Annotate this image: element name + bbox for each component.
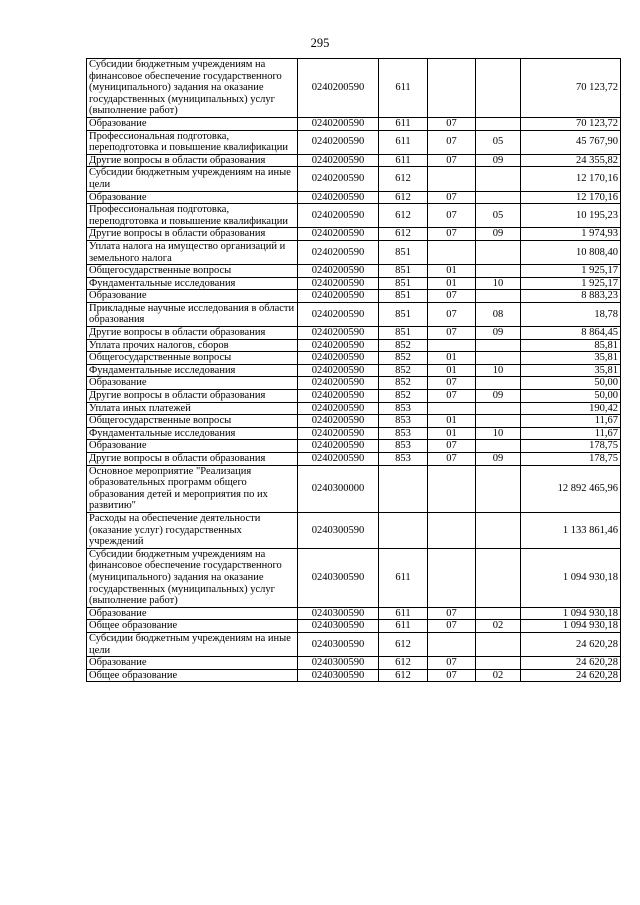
expense-name-cell: Образование	[87, 657, 298, 670]
amount-cell: 1 094 930,18	[521, 620, 621, 633]
expense-name-cell: Другие вопросы в области образования	[87, 327, 298, 340]
table-row	[87, 352, 621, 365]
expense-type-cell: 611	[379, 548, 428, 607]
section-cell: 01	[428, 415, 476, 428]
expense-type-cell: 851	[379, 290, 428, 303]
subsection-cell: 05	[476, 204, 521, 228]
target-article-cell: 0240200590	[298, 240, 379, 264]
expense-name-cell: Расходы на обеспечение деятельности (оказание услуг) государственных учреждений	[87, 512, 298, 548]
section-cell: 07	[428, 453, 476, 466]
target-article-cell: 0240200590	[298, 453, 379, 466]
expense-type-cell: 852	[379, 352, 428, 365]
expense-type-cell: 612	[379, 191, 428, 204]
section-cell: 07	[428, 377, 476, 390]
target-article-cell: 0240200590	[298, 154, 379, 167]
section-cell: 07	[428, 290, 476, 303]
amount-cell: 35,81	[521, 352, 621, 365]
subsection-cell: 09	[476, 453, 521, 466]
expense-type-cell: 612	[379, 167, 428, 191]
expense-type-cell: 852	[379, 377, 428, 390]
expense-name-cell: Субсидии бюджетным учреждениям на иные цели	[87, 167, 298, 191]
section-cell: 07	[428, 130, 476, 154]
expense-name-cell: Фундаментальные исследования	[87, 364, 298, 377]
subsection-cell	[476, 657, 521, 670]
amount-cell: 50,00	[521, 390, 621, 403]
target-article-cell: 0240200590	[298, 339, 379, 352]
expense-name-cell: Другие вопросы в области образования	[87, 390, 298, 403]
subsection-cell: 02	[476, 669, 521, 682]
expense-name-cell: Субсидии бюджетным учреждениям на финансовое обеспечение государственного (муниципального) задания на оказание государственных (муниципальных) услуг (выполнение работ)	[87, 59, 298, 118]
amount-cell: 11,67	[521, 427, 621, 440]
expense-type-cell: 853	[379, 453, 428, 466]
target-article-cell: 0240200590	[298, 415, 379, 428]
subsection-cell	[476, 632, 521, 656]
table-row	[87, 453, 621, 466]
subsection-cell: 09	[476, 228, 521, 241]
expense-type-cell	[379, 465, 428, 512]
table-row	[87, 427, 621, 440]
subsection-cell	[476, 290, 521, 303]
expense-type-cell	[379, 512, 428, 548]
target-article-cell: 0240200590	[298, 167, 379, 191]
section-cell: 07	[428, 204, 476, 228]
expense-name-cell: Образование	[87, 290, 298, 303]
expense-type-cell: 611	[379, 117, 428, 130]
expense-type-cell: 611	[379, 607, 428, 620]
amount-cell: 24 620,28	[521, 657, 621, 670]
expense-type-cell: 611	[379, 130, 428, 154]
amount-cell: 178,75	[521, 453, 621, 466]
table-row	[87, 154, 621, 167]
expense-type-cell: 612	[379, 632, 428, 656]
subsection-cell: 09	[476, 154, 521, 167]
subsection-cell: 09	[476, 327, 521, 340]
amount-cell: 8 883,23	[521, 290, 621, 303]
table-row	[87, 228, 621, 241]
amount-cell: 24 620,28	[521, 669, 621, 682]
expense-name-cell: Уплата прочих налогов, сборов	[87, 339, 298, 352]
expense-name-cell: Субсидии бюджетным учреждениям на финансовое обеспечение государственного (муниципального) задания на оказание государственных (муниципальных) услуг (выполнение работ)	[87, 548, 298, 607]
table-row	[87, 290, 621, 303]
table-row	[87, 191, 621, 204]
expense-name-cell: Образование	[87, 440, 298, 453]
subsection-cell	[476, 377, 521, 390]
amount-cell: 50,00	[521, 377, 621, 390]
subsection-cell	[476, 415, 521, 428]
section-cell: 01	[428, 265, 476, 278]
target-article-cell: 0240300590	[298, 657, 379, 670]
expense-name-cell: Фундаментальные исследования	[87, 277, 298, 290]
table-row	[87, 548, 621, 607]
expense-type-cell: 612	[379, 228, 428, 241]
section-cell: 07	[428, 191, 476, 204]
expense-name-cell: Другие вопросы в области образования	[87, 228, 298, 241]
table-row	[87, 204, 621, 228]
table-row	[87, 669, 621, 682]
expense-type-cell: 852	[379, 364, 428, 377]
section-cell: 07	[428, 390, 476, 403]
subsection-cell	[476, 512, 521, 548]
table-row	[87, 364, 621, 377]
target-article-cell: 0240300590	[298, 607, 379, 620]
table-row	[87, 240, 621, 264]
section-cell	[428, 59, 476, 118]
subsection-cell	[476, 548, 521, 607]
section-cell: 07	[428, 620, 476, 633]
expense-name-cell: Уплата иных платежей	[87, 402, 298, 415]
table-row	[87, 632, 621, 656]
section-cell	[428, 512, 476, 548]
subsection-cell: 10	[476, 427, 521, 440]
expense-name-cell: Другие вопросы в области образования	[87, 154, 298, 167]
budget-table	[86, 58, 621, 682]
target-article-cell: 0240200590	[298, 390, 379, 403]
amount-cell: 24 620,28	[521, 632, 621, 656]
subsection-cell	[476, 191, 521, 204]
expense-name-cell: Основное мероприятие "Реализация образовательных программ общего образования детей и мероприятия по их развитию"	[87, 465, 298, 512]
section-cell: 07	[428, 440, 476, 453]
expense-type-cell: 851	[379, 277, 428, 290]
subsection-cell: 08	[476, 302, 521, 326]
table-row	[87, 512, 621, 548]
section-cell	[428, 465, 476, 512]
amount-cell: 45 767,90	[521, 130, 621, 154]
section-cell	[428, 167, 476, 191]
table-row	[87, 327, 621, 340]
expense-type-cell: 612	[379, 204, 428, 228]
table-row	[87, 465, 621, 512]
target-article-cell: 0240200590	[298, 228, 379, 241]
amount-cell: 1 094 930,18	[521, 607, 621, 620]
budget-table-body	[87, 59, 621, 682]
subsection-cell: 05	[476, 130, 521, 154]
section-cell: 07	[428, 117, 476, 130]
target-article-cell: 0240200590	[298, 302, 379, 326]
expense-type-cell: 611	[379, 59, 428, 118]
table-row	[87, 377, 621, 390]
subsection-cell: 09	[476, 390, 521, 403]
section-cell	[428, 632, 476, 656]
expense-name-cell: Другие вопросы в области образования	[87, 453, 298, 466]
expense-type-cell: 851	[379, 327, 428, 340]
amount-cell: 35,81	[521, 364, 621, 377]
target-article-cell: 0240200590	[298, 352, 379, 365]
subsection-cell	[476, 59, 521, 118]
amount-cell: 11,67	[521, 415, 621, 428]
section-cell	[428, 402, 476, 415]
table-row	[87, 302, 621, 326]
target-article-cell: 0240200590	[298, 59, 379, 118]
target-article-cell: 0240300590	[298, 620, 379, 633]
target-article-cell: 0240200590	[298, 377, 379, 390]
expense-name-cell: Фундаментальные исследования	[87, 427, 298, 440]
table-row	[87, 117, 621, 130]
expense-name-cell: Профессиональная подготовка, переподготовка и повышение квалификации	[87, 204, 298, 228]
amount-cell: 1 925,17	[521, 277, 621, 290]
table-row	[87, 440, 621, 453]
amount-cell: 1 974,93	[521, 228, 621, 241]
amount-cell: 1 133 861,46	[521, 512, 621, 548]
table-row	[87, 277, 621, 290]
target-article-cell: 0240300590	[298, 669, 379, 682]
expense-type-cell: 612	[379, 669, 428, 682]
amount-cell: 10 195,23	[521, 204, 621, 228]
expense-name-cell: Образование	[87, 191, 298, 204]
expense-type-cell: 612	[379, 657, 428, 670]
table-row	[87, 167, 621, 191]
subsection-cell	[476, 117, 521, 130]
expense-type-cell: 611	[379, 620, 428, 633]
section-cell: 07	[428, 327, 476, 340]
target-article-cell: 0240200590	[298, 191, 379, 204]
section-cell: 07	[428, 302, 476, 326]
table-row	[87, 657, 621, 670]
amount-cell: 70 123,72	[521, 59, 621, 118]
subsection-cell: 10	[476, 364, 521, 377]
expense-name-cell: Общегосударственные вопросы	[87, 352, 298, 365]
target-article-cell: 0240200590	[298, 130, 379, 154]
table-row	[87, 620, 621, 633]
section-cell	[428, 548, 476, 607]
expense-type-cell: 853	[379, 415, 428, 428]
subsection-cell	[476, 440, 521, 453]
target-article-cell: 0240200590	[298, 402, 379, 415]
expense-name-cell: Образование	[87, 377, 298, 390]
amount-cell: 190,42	[521, 402, 621, 415]
expense-type-cell: 851	[379, 265, 428, 278]
expense-type-cell: 852	[379, 390, 428, 403]
amount-cell: 12 170,16	[521, 191, 621, 204]
amount-cell: 70 123,72	[521, 117, 621, 130]
target-article-cell: 0240200590	[298, 204, 379, 228]
target-article-cell: 0240200590	[298, 277, 379, 290]
expense-name-cell: Общее образование	[87, 620, 298, 633]
target-article-cell: 0240300590	[298, 548, 379, 607]
target-article-cell: 0240300590	[298, 512, 379, 548]
expense-name-cell: Общегосударственные вопросы	[87, 415, 298, 428]
target-article-cell: 0240300590	[298, 632, 379, 656]
target-article-cell: 0240200590	[298, 117, 379, 130]
amount-cell: 1 094 930,18	[521, 548, 621, 607]
amount-cell: 18,78	[521, 302, 621, 326]
amount-cell: 85,81	[521, 339, 621, 352]
expense-type-cell: 611	[379, 154, 428, 167]
section-cell: 01	[428, 364, 476, 377]
expense-type-cell: 851	[379, 240, 428, 264]
expense-name-cell: Образование	[87, 607, 298, 620]
target-article-cell: 0240200590	[298, 364, 379, 377]
subsection-cell: 02	[476, 620, 521, 633]
expense-name-cell: Профессиональная подготовка, переподготовка и повышение квалификации	[87, 130, 298, 154]
target-article-cell: 0240200590	[298, 427, 379, 440]
target-article-cell: 0240200590	[298, 265, 379, 278]
subsection-cell	[476, 167, 521, 191]
table-row	[87, 607, 621, 620]
target-article-cell: 0240200590	[298, 327, 379, 340]
page-number: 295	[310, 36, 330, 50]
subsection-cell	[476, 402, 521, 415]
expense-type-cell: 852	[379, 339, 428, 352]
expense-name-cell: Субсидии бюджетным учреждениям на иные цели	[87, 632, 298, 656]
target-article-cell: 0240200590	[298, 290, 379, 303]
expense-type-cell: 853	[379, 427, 428, 440]
table-row	[87, 415, 621, 428]
table-row	[87, 390, 621, 403]
amount-cell: 1 925,17	[521, 265, 621, 278]
section-cell: 07	[428, 669, 476, 682]
section-cell: 07	[428, 228, 476, 241]
subsection-cell	[476, 607, 521, 620]
table-row	[87, 130, 621, 154]
subsection-cell	[476, 339, 521, 352]
amount-cell: 10 808,40	[521, 240, 621, 264]
subsection-cell: 10	[476, 277, 521, 290]
subsection-cell	[476, 352, 521, 365]
section-cell: 07	[428, 657, 476, 670]
table-row	[87, 339, 621, 352]
subsection-cell	[476, 240, 521, 264]
expense-type-cell: 851	[379, 302, 428, 326]
section-cell: 07	[428, 154, 476, 167]
section-cell	[428, 339, 476, 352]
table-row	[87, 402, 621, 415]
table-row	[87, 265, 621, 278]
target-article-cell: 0240200590	[298, 440, 379, 453]
expense-type-cell: 853	[379, 440, 428, 453]
expense-name-cell: Прикладные научные исследования в области образования	[87, 302, 298, 326]
section-cell: 07	[428, 607, 476, 620]
subsection-cell	[476, 465, 521, 512]
expense-type-cell: 853	[379, 402, 428, 415]
section-cell: 01	[428, 277, 476, 290]
amount-cell: 178,75	[521, 440, 621, 453]
table-row	[87, 59, 621, 118]
section-cell	[428, 240, 476, 264]
amount-cell: 12 892 465,96	[521, 465, 621, 512]
amount-cell: 8 864,45	[521, 327, 621, 340]
expense-name-cell: Образование	[87, 117, 298, 130]
expense-name-cell: Общегосударственные вопросы	[87, 265, 298, 278]
amount-cell: 12 170,16	[521, 167, 621, 191]
target-article-cell: 0240300000	[298, 465, 379, 512]
section-cell: 01	[428, 427, 476, 440]
amount-cell: 24 355,82	[521, 154, 621, 167]
subsection-cell	[476, 265, 521, 278]
expense-name-cell: Общее образование	[87, 669, 298, 682]
expense-name-cell: Уплата налога на имущество организаций и земельного налога	[87, 240, 298, 264]
section-cell: 01	[428, 352, 476, 365]
